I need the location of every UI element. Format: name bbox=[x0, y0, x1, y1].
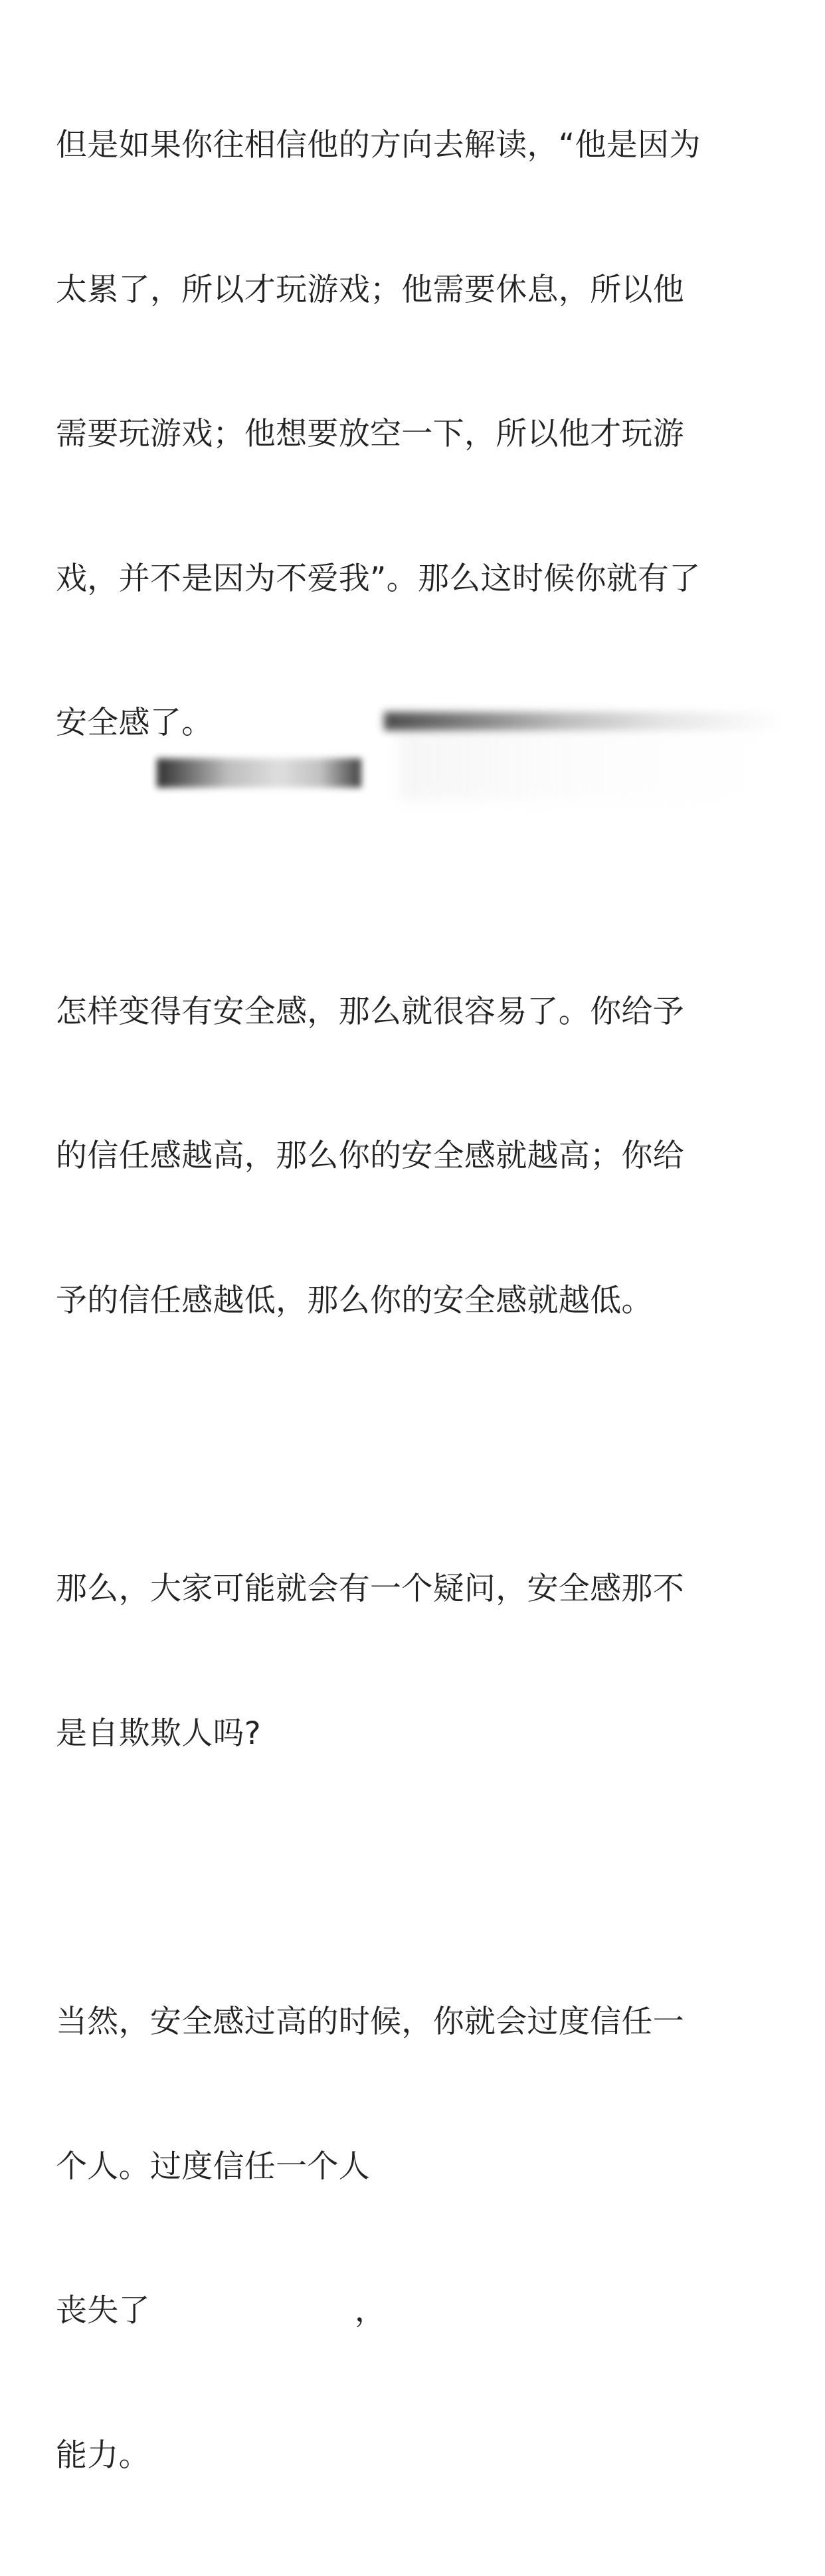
paragraph-4 bbox=[56, 1902, 773, 2576]
text-line: 的信任感越高，那么你的安全感就越高；你给 bbox=[56, 1138, 684, 1174]
text-fragment: 丧失了 bbox=[56, 2292, 150, 2329]
text-fragment: ， bbox=[354, 2292, 387, 2329]
text-line: 太累了，所以才玩游戏；他需要休息，所以他 bbox=[56, 271, 684, 308]
text-line: 那么，大家可能就会有一个疑问，安全感那不 bbox=[56, 1571, 684, 1607]
text-line: 怎样变得有安全感，那么就很容易了。你给予 bbox=[56, 993, 684, 1030]
text-line-partial bbox=[56, 2287, 773, 2336]
text-line: 需要玩游戏；他想要放空一下，所以他才玩游 bbox=[56, 416, 684, 452]
text-line: 能力。 bbox=[56, 2437, 150, 2474]
blur-redaction-haze bbox=[399, 727, 771, 800]
text-line: 予的信任感越低，那么你的安全感就越低。 bbox=[56, 1282, 653, 1319]
paragraph-2 bbox=[56, 892, 773, 1422]
blur-redaction-streak bbox=[384, 712, 782, 730]
blur-redaction-block bbox=[157, 758, 361, 788]
text-line: 安全感了。 bbox=[56, 705, 213, 741]
text-line: 但是如果你往相信他的方向去解读，“他是因为 bbox=[56, 127, 701, 163]
text-line: 当然，安全感过高的时候，你就会过度信任一 bbox=[56, 2004, 684, 2040]
article-body bbox=[56, 25, 773, 2576]
text-line: 戏，并不是因为不爱我”。那么这时候你就有了 bbox=[56, 560, 701, 597]
text-line: 个人。过度信任一个人 bbox=[56, 2148, 370, 2185]
paragraph-3 bbox=[56, 1469, 773, 1854]
text-line: 是自欺欺人吗? bbox=[56, 1715, 262, 1752]
